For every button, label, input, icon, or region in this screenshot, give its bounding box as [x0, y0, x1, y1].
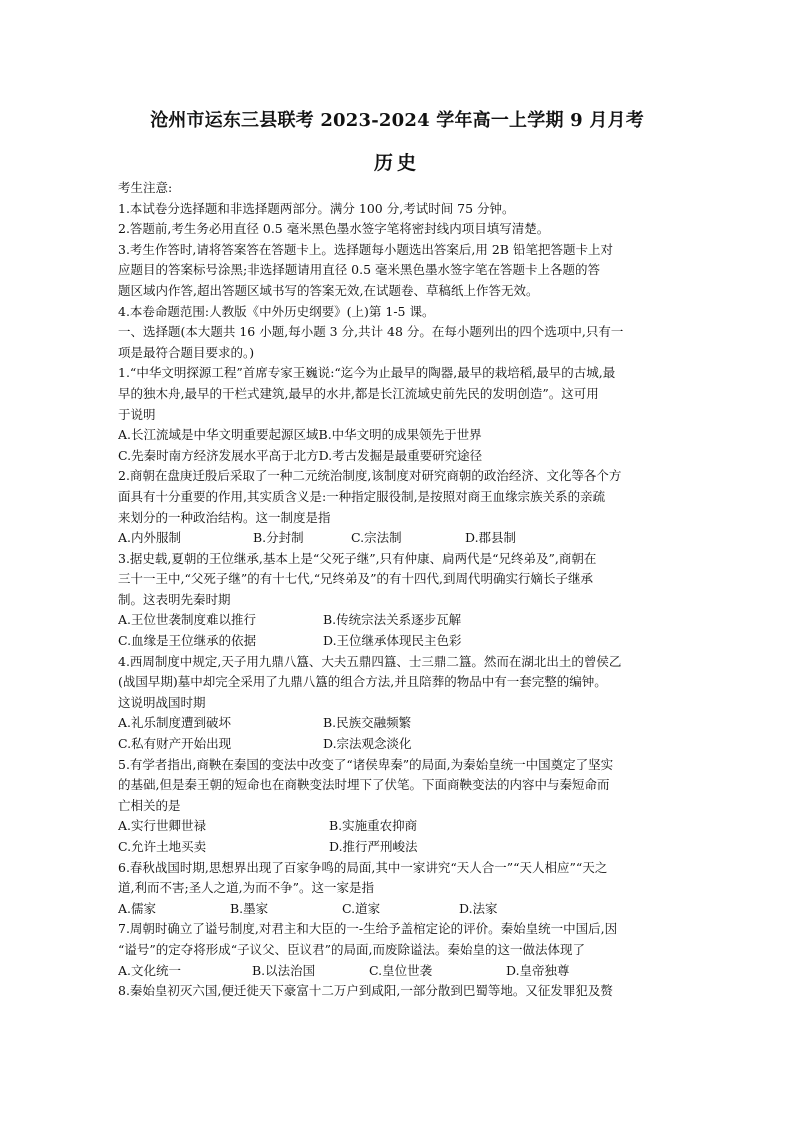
question-2-stem: 面具有十分重要的作用,其实质含义是:一种指定服役制,是按照对商王血缘宗族关系的亲疏 — [118, 488, 606, 504]
question-1-stem: 于说明 — [118, 406, 156, 422]
notice-line: 2.答题前,考生务必用直径 0.5 毫米黑色墨水签字笔将密封线内项目填写清楚。 — [118, 221, 550, 237]
option-b: B.传统宗法关系逐步瓦解 — [323, 612, 462, 628]
question-1-stem: 早的独木舟,最早的干栏式建筑,最早的水井,都是长江流域史前先民的发明创造”。这可用 — [118, 385, 599, 401]
option-b: B.中华文明的成果领先于世界 — [318, 427, 482, 443]
option-a: A.礼乐制度遭到破坏 — [118, 715, 232, 731]
question-5-options — [118, 816, 680, 837]
option-c: C.私有财产开始出现 — [118, 736, 232, 752]
option-d: D.推行严刑峻法 — [329, 839, 418, 854]
option-c: C.血缘是王位继承的依据 — [118, 633, 257, 649]
question-3-options — [118, 631, 680, 652]
option-c: C.道家 — [342, 900, 381, 916]
notice-line: 3.考生作答时,请将答案答在答题卡上。选择题每小题选出答案后,用 2B 铅笔把答题卡上对 — [118, 241, 613, 257]
question-5-stem: 5.有学者指出,商鞅在秦国的变法中改变了“诸侯卑秦”的局面,为秦始皇统一中国奠定了坚实 — [118, 756, 614, 772]
option-d: D.郡县制 — [465, 530, 517, 546]
question-3-stem: 制。这表明先秦时期 — [118, 591, 231, 607]
section-heading: 项是最符合题目要求的。) — [118, 344, 255, 360]
question-6-stem: 6.春秋战国时期,思想界出现了百家争鸣的局面,其中一家讲究“天人合一”“天人相应”“天之 — [118, 859, 608, 875]
question-3-options — [118, 610, 680, 631]
question-5-stem: 的基础,但是秦王朝的短命也在商鞅变法时埋下了伏笔。下面商鞅变法的内容中与秦短命而 — [118, 777, 610, 793]
option-d: D.皇帝独尊 — [506, 962, 570, 978]
option-b: B.墨家 — [230, 900, 269, 916]
option-a: A.儒家 — [118, 900, 157, 916]
question-1-options — [118, 425, 680, 446]
option-a: A.实行世卿世禄 — [118, 818, 207, 834]
question-4-stem: (战国早期)墓中却完全采用了九鼎八簋的组合方法,并且陪葬的物品中有一套完整的编钟。 — [118, 674, 607, 690]
option-a: A.内外服制 — [118, 530, 182, 546]
question-6-options — [118, 899, 680, 920]
question-7-options — [118, 961, 680, 982]
question-8-stem: 8.秦始皇初灭六国,便迁徙天下豪富十二万户到咸阳,一部分散到巴蜀等地。又征发罪犯及赘 — [118, 983, 613, 999]
option-b: B.以法治国 — [252, 962, 316, 978]
question-7-stem: “谥号”的定夺将形成“子议父、臣议君”的局面,而废除谥法。秦始皇的这一做法体现了 — [118, 941, 586, 957]
option-a: A.长江流域是中华文明重要起源区域 — [118, 427, 319, 443]
option-a: A.文化统一 — [118, 962, 182, 978]
option-b: B.分封制 — [253, 530, 304, 546]
option-a: A.王位世袭制度难以推行 — [118, 612, 257, 628]
question-2-stem: 来划分的一种政治结构。这一制度是指 — [118, 509, 331, 525]
option-b: B.民族交融频繁 — [323, 715, 412, 731]
question-4-options — [118, 734, 680, 755]
notice-heading: 考生注意: — [118, 180, 173, 195]
notice-line: 题区域内作答,超出答题区域书写的答案无效,在试题卷、草稿纸上作答无效。 — [118, 282, 539, 298]
question-5-options — [118, 837, 680, 858]
option-c: C.宗法制 — [351, 530, 402, 546]
option-d: D.宗法观念淡化 — [323, 736, 412, 752]
notice-line: 应题目的答案标号涂黑;非选择题请用直径 0.5 毫米黑色墨水签字笔在答题卡上各题的答 — [118, 262, 601, 278]
question-4-stem: 这说明战国时期 — [118, 694, 206, 710]
option-c: C.先秦时南方经济发展水平高于北方 — [118, 447, 319, 463]
question-7-stem: 7.周朝时确立了谥号制度,对君主和大臣的一-生给予盖棺定论的评价。秦始皇统一中国后,因 — [118, 921, 618, 937]
option-d: D.考古发掘是最重要研究途径 — [318, 447, 483, 463]
exam-body — [118, 178, 680, 1002]
question-2-stem: 2.商朝在盘庚迁殷后采取了一种二元统治制度,该制度对研究商朝的政治经济、文化等各个方 — [118, 468, 622, 484]
question-1-options — [118, 446, 680, 467]
option-c: C.皇位世袭 — [369, 962, 433, 978]
option-d: D.法家 — [459, 900, 498, 916]
exam-title: 沧州市运东三县联考 2023-2024 学年高一上学期 9 月月考 — [150, 110, 644, 131]
question-4-stem: 4.西周制度中规定,天子用九鼎八簋、大夫五鼎四簋、士三鼎二簋。然而在湖北出土的曾侯乙 — [118, 653, 622, 669]
question-4-options — [118, 713, 680, 734]
option-c: C.允许土地买卖 — [118, 839, 207, 854]
section-heading: 一、选择题(本大题共 16 小题,每小题 3 分,共计 48 分。在每小题列出的四个选项中,只有一 — [118, 324, 624, 340]
notice-line: 1.本试卷分选择题和非选择题两部分。满分 100 分,考试时间 75 分钟。 — [118, 200, 515, 216]
option-b: B.实施重农抑商 — [329, 818, 418, 834]
notice-line: 4.本卷命题范围:人教版《中外历史纲要》(上)第 1-5 课。 — [118, 303, 435, 319]
question-1-stem: 1.“中华文明探源工程”首席专家王巍说:“迄今为止最早的陶器,最早的栽培稻,最早的古城,最 — [118, 365, 616, 381]
question-2-options — [118, 528, 680, 549]
option-d: D.王位继承体现民主色彩 — [323, 633, 462, 649]
subject-title: 历史 — [373, 152, 420, 174]
question-3-stem: 三十一王中,“父死子继”的有十七代,“兄终弟及”的有十四代,到周代明确实行嫡长子继承 — [118, 571, 593, 587]
question-3-stem: 3.据史载,夏朝的王位继承,基本上是“父死子继”,只有仲康、扃两代是“兄终弟及”,商朝在 — [118, 550, 597, 566]
question-5-stem: 亡相关的是 — [118, 797, 181, 813]
question-6-stem: 道,利而不害;圣人之道,为而不争”。这一家是指 — [118, 880, 375, 896]
